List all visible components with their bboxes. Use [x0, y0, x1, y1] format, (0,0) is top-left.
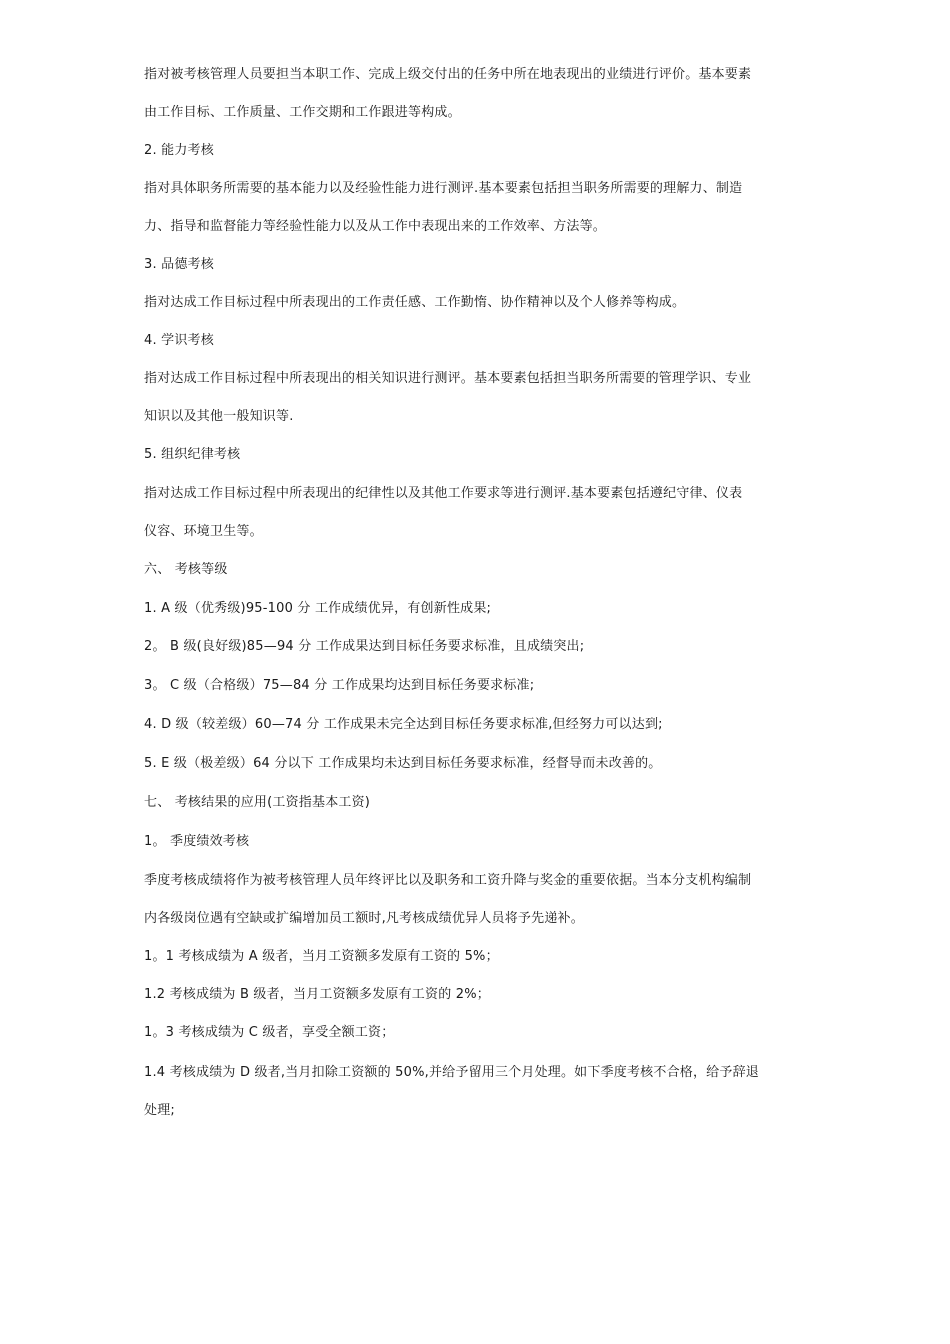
- section-heading: 3. 品德考核: [144, 257, 214, 272]
- body-text-line: 指对具体职务所需要的基本能力以及经验性能力进行测评.基本要素包括担当职务所需要的理解力、制造: [144, 181, 743, 196]
- body-text-line: 指对达成工作目标过程中所表现出的相关知识进行测评。基本要素包括担当职务所需要的管理学识、专业: [144, 371, 752, 386]
- body-text-line: 指对被考核管理人员要担当本职工作、完成上级交付出的任务中所在地表现出的业绩进行评价。基本要素: [144, 67, 752, 82]
- body-text-line: 指对达成工作目标过程中所表现出的纪律性以及其他工作要求等进行测评.基本要素包括遵纪守律、仪表: [144, 486, 743, 501]
- rule-item: 1。1 考核成绩为 A 级者，当月工资额多发原有工资的 5%；: [144, 949, 499, 964]
- body-text-line: 季度考核成绩将作为被考核管理人员年终评比以及职务和工资升降与奖金的重要依据。当本分支机构编制: [144, 873, 752, 888]
- chapter-heading: 六、 考核等级: [144, 562, 228, 577]
- body-text-line: 处理;: [144, 1103, 175, 1118]
- body-text-line: 力、指导和监督能力等经验性能力以及从工作中表现出来的工作效率、方法等。: [144, 219, 607, 234]
- rule-item: 1.4 考核成绩为 D 级者,当月扣除工资额的 50%,并给予留用三个月处理。如下季度考核不合格，给予辞退: [144, 1065, 759, 1080]
- chapter-heading: 七、 考核结果的应用(工资指基本工资): [144, 795, 371, 810]
- section-heading: 5. 组织纪律考核: [144, 447, 241, 462]
- section-heading: 1。 季度绩效考核: [144, 834, 250, 849]
- rule-item: 1.2 考核成绩为 B 级者，当月工资额多发原有工资的 2%；: [144, 987, 490, 1002]
- grade-item: 4. D 级（较差级）60—74 分 工作成果未完全达到目标任务要求标准,但经努力可以达到;: [144, 717, 663, 732]
- section-heading: 4. 学识考核: [144, 333, 214, 348]
- rule-item: 1。3 考核成绩为 C 级者，享受全额工资；: [144, 1025, 395, 1040]
- grade-item: 1. A 级（优秀级)95-100 分 工作成绩优异，有创新性成果;: [144, 601, 492, 616]
- grade-item: 3。 C 级（合格级）75—84 分 工作成果均达到目标任务要求标准;: [144, 678, 535, 693]
- body-text-line: 指对达成工作目标过程中所表现出的工作责任感、工作勤惰、协作精神以及个人修养等构成。: [144, 295, 686, 310]
- body-text-line: 由工作目标、工作质量、工作交期和工作跟进等构成。: [144, 105, 461, 120]
- body-text-line: 仪容、环境卫生等。: [144, 524, 263, 539]
- section-heading: 2. 能力考核: [144, 143, 214, 158]
- body-text-line: 内各级岗位遇有空缺或扩编增加员工额时,凡考核成绩优异人员将予先递补。: [144, 911, 584, 926]
- body-text-line: 知识以及其他一般知识等.: [144, 409, 294, 424]
- grade-item: 5. E 级（极差级）64 分以下 工作成果均未达到目标任务要求标准，经督导而未改善的。: [144, 756, 662, 771]
- grade-item: 2。 B 级(良好级)85—94 分 工作成果达到目标任务要求标准，且成绩突出;: [144, 639, 585, 654]
